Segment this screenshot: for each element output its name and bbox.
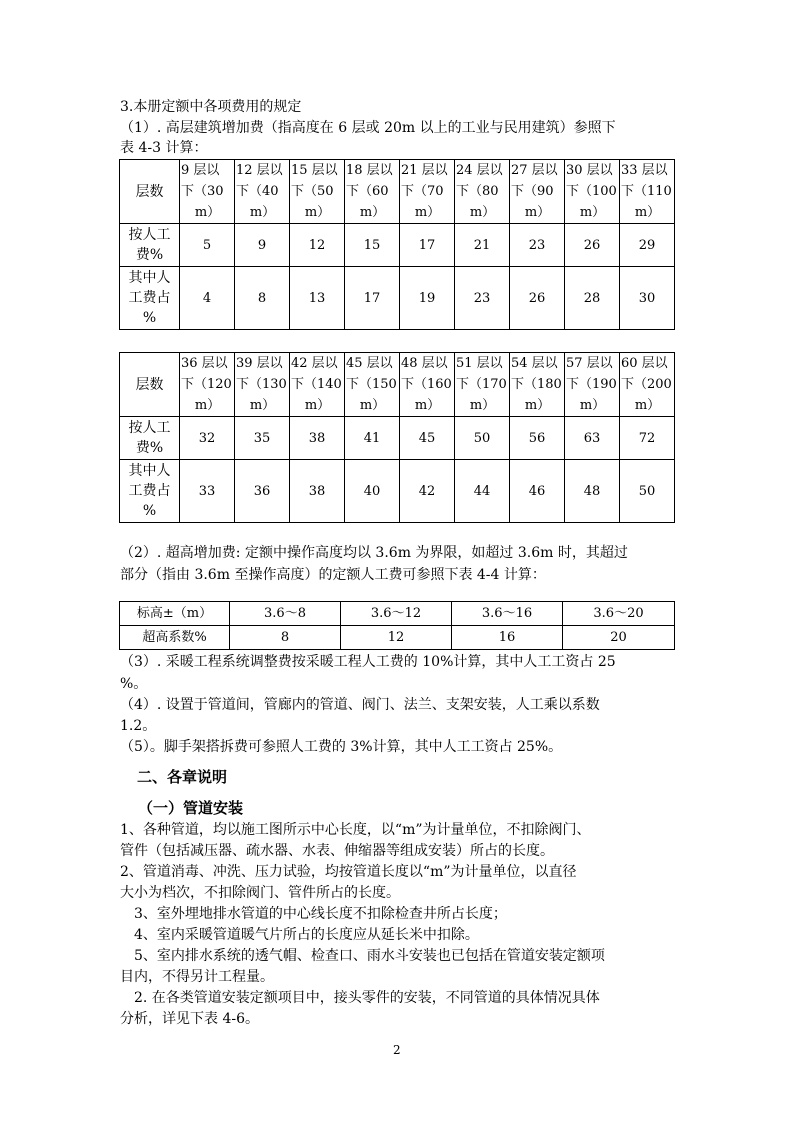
column-header: 33 层以 下（110 m） xyxy=(620,160,675,224)
para2-line1: （2）. 超高增加费: 定额中操作高度均以 3.6m 为界限，如超过 3.6m 时，其超过 xyxy=(120,545,628,561)
coefficient-cell: 16 xyxy=(452,626,563,650)
item3: 3、室外埋地排水管道的中心线长度不扣除检查井所占长度； xyxy=(134,906,507,922)
rate-cell: 72 xyxy=(620,417,675,460)
labor-cell: 44 xyxy=(455,460,510,523)
rate-cell: 26 xyxy=(565,224,620,267)
rate-cell: 29 xyxy=(620,224,675,267)
coefficient-cell: 12 xyxy=(341,626,452,650)
item1-line1: 1、各种管道，均以施工图所示中心长度，以“m”为计量单位，不扣除阀门、 xyxy=(120,822,591,838)
labor-cell: 46 xyxy=(510,460,565,523)
table-row xyxy=(120,353,675,417)
labor-cell: 19 xyxy=(400,267,455,330)
labor-cell: 33 xyxy=(180,460,235,523)
para3-line2: %。 xyxy=(120,676,148,692)
rate-cell: 38 xyxy=(290,417,345,460)
column-header: 51 层以 下（170 m） xyxy=(455,353,510,417)
range-cell: 3.6～20 xyxy=(563,602,675,626)
labor-cell: 26 xyxy=(510,267,565,330)
rate-cell: 15 xyxy=(345,224,400,267)
item2-line2: 大小为档次，不扣除阀门、管件所占的长度。 xyxy=(120,885,400,901)
table-row xyxy=(120,160,675,224)
rate-cell: 56 xyxy=(510,417,565,460)
over-height-coefficient-table xyxy=(119,601,675,650)
item6-line2: 分析，详见下表 4-6。 xyxy=(120,1011,259,1027)
para1-line1: （1）. 高层建筑增加费（指高度在 6 层或 20m 以上的工业与民用建筑）参照下 xyxy=(120,120,616,136)
row-label-floors: 层数 xyxy=(120,353,180,417)
labor-cell: 42 xyxy=(400,460,455,523)
table-row xyxy=(120,626,675,650)
rate-cell: 41 xyxy=(345,417,400,460)
rate-cell: 17 xyxy=(400,224,455,267)
column-header: 36 层以 下（120 m） xyxy=(180,353,235,417)
labor-cell: 36 xyxy=(235,460,290,523)
column-header: 15 层以 下（50 m） xyxy=(290,160,345,224)
rate-cell: 63 xyxy=(565,417,620,460)
table-row xyxy=(120,417,675,460)
section-title: 二、各章说明 xyxy=(137,768,228,786)
column-header: 42 层以 下（140 m） xyxy=(290,353,345,417)
column-header: 27 层以 下（90 m） xyxy=(510,160,565,224)
labor-cell: 23 xyxy=(455,267,510,330)
labor-cell: 50 xyxy=(620,460,675,523)
para4-line1: （4）. 设置于管道间，管廊内的管道、阀门、法兰、支架安装，人工乘以系数 xyxy=(120,697,600,713)
range-cell: 3.6～12 xyxy=(341,602,452,626)
rate-cell: 32 xyxy=(180,417,235,460)
labor-cell: 13 xyxy=(290,267,345,330)
column-header: 21 层以 下（70 m） xyxy=(400,160,455,224)
item1-line2: 管件（包括减压器、疏水器、水表、伸缩器等组成安装）所占的长度。 xyxy=(120,843,554,859)
column-header: 39 层以 下（130 m） xyxy=(235,353,290,417)
column-header: 57 层以 下（190 m） xyxy=(565,353,620,417)
column-header: 18 层以 下（60 m） xyxy=(345,160,400,224)
column-header: 12 层以 下（40 m） xyxy=(235,160,290,224)
column-header: 30 层以 下（100 m） xyxy=(565,160,620,224)
item5-line2: 目内，不得另计工程量。 xyxy=(120,969,274,985)
table-row xyxy=(120,267,675,330)
table-row xyxy=(120,602,675,626)
para4-line2: 1.2。 xyxy=(120,718,157,734)
range-cell: 3.6～8 xyxy=(230,602,341,626)
column-header: 54 层以 下（180 m） xyxy=(510,353,565,417)
labor-cell: 4 xyxy=(180,267,235,330)
table-row xyxy=(120,224,675,267)
rate-cell: 9 xyxy=(235,224,290,267)
item5-line1: 5、室内排水系统的透气帽、检查口、雨水斗安装也已包括在管道安装定额项 xyxy=(134,948,605,964)
height-surcharge-table-2 xyxy=(119,352,675,523)
rate-cell: 12 xyxy=(290,224,345,267)
rate-cell: 35 xyxy=(235,417,290,460)
row-label-rate: 按人工 费% xyxy=(120,417,180,460)
column-header: 9 层以 下（30 m） xyxy=(180,160,235,224)
item2-line1: 2、管道消毒、冲洗、压力试验，均按管道长度以“m”为计量单位，以直径 xyxy=(120,864,577,880)
subsection-title: （一）管道安装 xyxy=(138,799,244,817)
labor-cell: 48 xyxy=(565,460,620,523)
labor-cell: 17 xyxy=(345,267,400,330)
row-label-labor: 其中人 工费占 % xyxy=(120,460,180,523)
row-label-elevation: 标高±（m） xyxy=(120,602,230,626)
labor-cell: 40 xyxy=(345,460,400,523)
rate-cell: 5 xyxy=(180,224,235,267)
item4: 4、室内采暖管道暖气片所占的长度应从延长米中扣除。 xyxy=(134,927,479,943)
column-header: 48 层以 下（160 m） xyxy=(400,353,455,417)
rules-heading: 3.本册定额中各项费用的规定 xyxy=(120,99,302,115)
page-number: 2 xyxy=(393,1043,401,1057)
coefficient-cell: 8 xyxy=(230,626,341,650)
para3-line1: （3）. 采暖工程系统调整费按采暖工程人工费的 10%计算，其中人工工资占 25 xyxy=(120,654,616,670)
para5: （5）。脚手架搭拆费可参照人工费的 3%计算，其中人工工资占 25%。 xyxy=(120,739,563,755)
labor-cell: 30 xyxy=(620,267,675,330)
range-cell: 3.6～16 xyxy=(452,602,563,626)
labor-cell: 28 xyxy=(565,267,620,330)
para2-line2: 部分（指由 3.6m 至操作高度）的定额人工费可参照下表 4-4 计算： xyxy=(120,567,546,583)
coefficient-cell: 20 xyxy=(563,626,675,650)
row-label-floors: 层数 xyxy=(120,160,180,224)
rate-cell: 50 xyxy=(455,417,510,460)
labor-cell: 8 xyxy=(235,267,290,330)
column-header: 60 层以 下（200 m） xyxy=(620,353,675,417)
table-row xyxy=(120,460,675,523)
rate-cell: 45 xyxy=(400,417,455,460)
labor-cell: 38 xyxy=(290,460,345,523)
row-label-coefficient: 超高系数% xyxy=(120,626,230,650)
column-header: 24 层以 下（80 m） xyxy=(455,160,510,224)
column-header: 45 层以 下（150 m） xyxy=(345,353,400,417)
row-label-rate: 按人工 费% xyxy=(120,224,180,267)
item6-line1: 2. 在各类管道安装定额项目中，接头零件的安装，不同管道的具体情况具体 xyxy=(134,990,600,1006)
rate-cell: 21 xyxy=(455,224,510,267)
row-label-labor: 其中人 工费占 % xyxy=(120,267,180,330)
rate-cell: 23 xyxy=(510,224,565,267)
para1-line2: 表 4-3 计算： xyxy=(120,140,208,156)
height-surcharge-table-1 xyxy=(119,159,675,330)
